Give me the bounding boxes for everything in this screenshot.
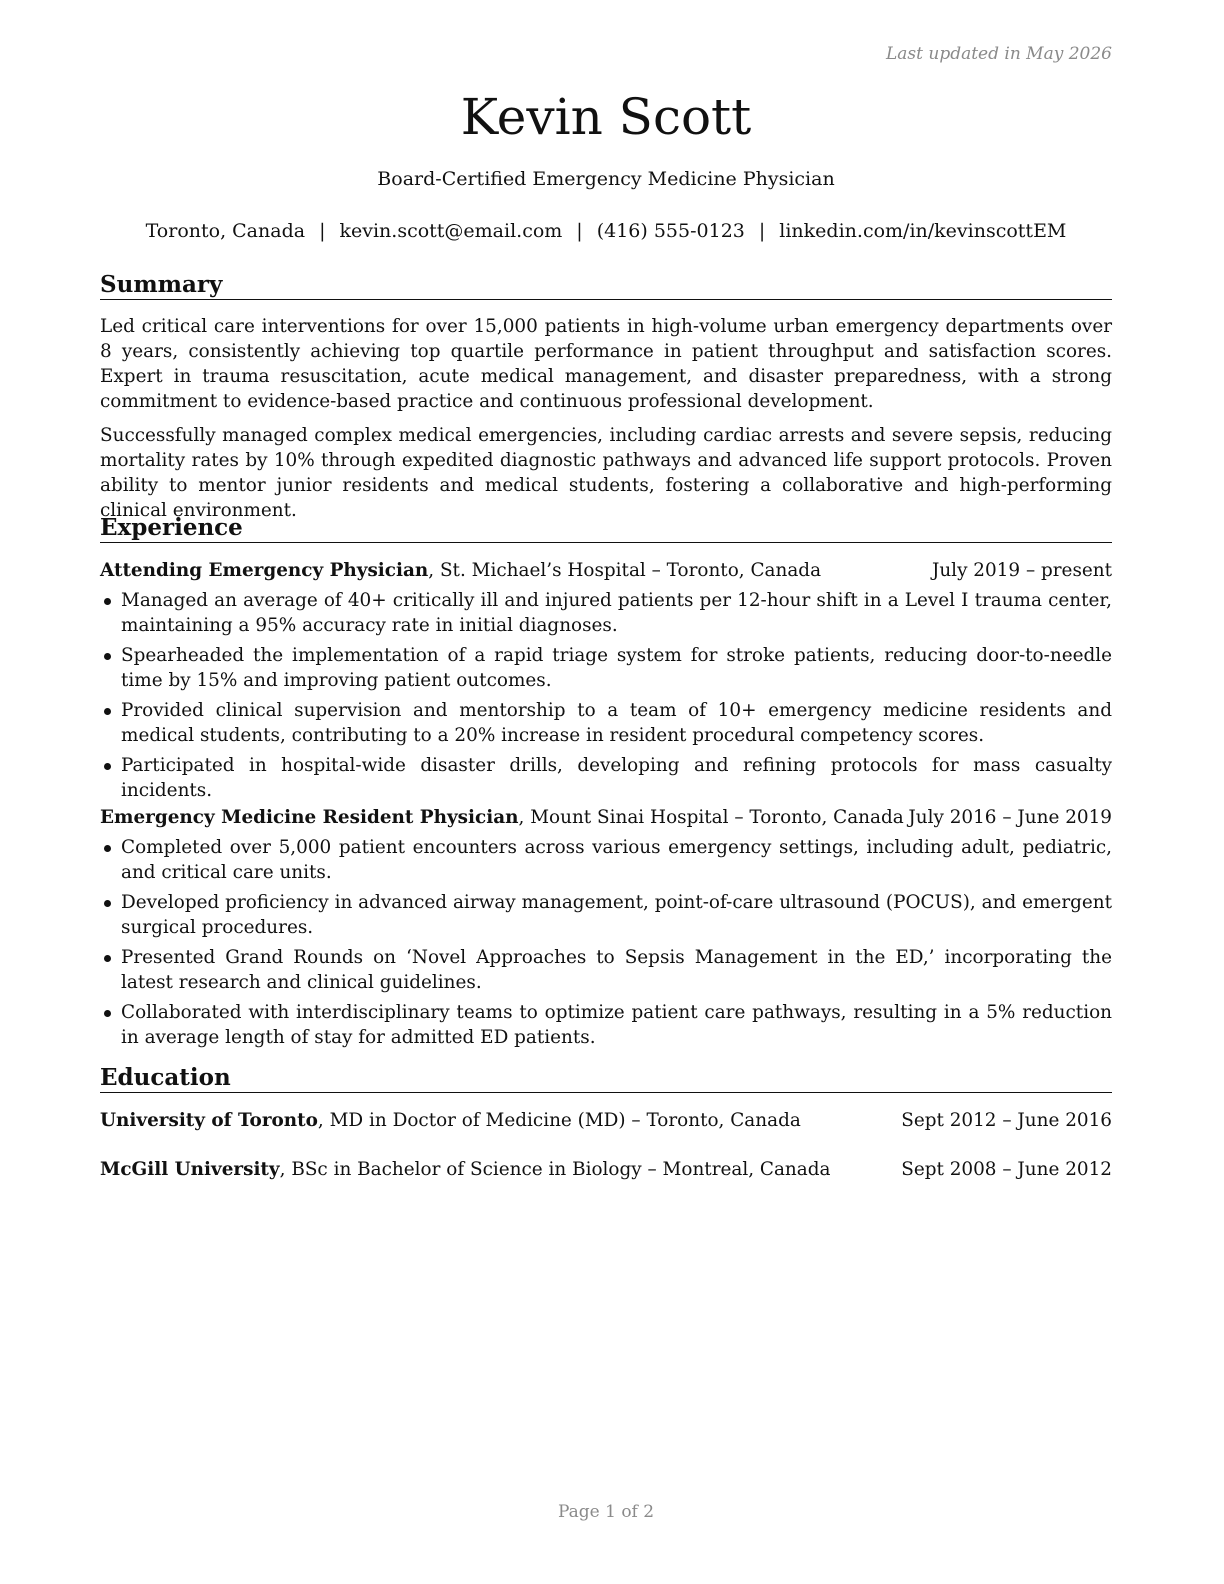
summary-heading: Summary	[100, 271, 1112, 300]
degree-detail: , MD in Doctor of Medicine (MD) – Toronto, Canada	[317, 1110, 801, 1131]
job-org: , Mount Sinai Hospital – Toronto, Canada	[518, 807, 904, 828]
job-bullet	[100, 753, 1112, 803]
bullet-text: Completed over 5,000 patient encounters across various emergency settings, including adult, pediatric, and critical care units.	[121, 837, 1112, 883]
bullet-text: Developed proficiency in advanced airway management, point-of-care ultrasound (POCUS), and emergent surgical procedures.	[121, 892, 1112, 938]
bullet-text: Collaborated with interdisciplinary teams to optimize patient care pathways, resulting in a 5% reduction in average length of stay for admitted ED patients.	[121, 1002, 1112, 1048]
job-dates: July 2019 – present	[931, 560, 1112, 581]
experience-heading: Experience	[100, 514, 1112, 543]
bullet-dot	[104, 900, 111, 907]
job-bullets	[100, 835, 1112, 1055]
bullet-text: Managed an average of 40+ critically ill and injured patients per 12-hour shift in a Level I trauma center, maintaining a 95% accuracy rate in initial diagnoses.	[121, 590, 1112, 636]
job-title: Attending Emergency Physician	[100, 560, 429, 581]
job-dates: July 2016 – June 2019	[908, 807, 1112, 828]
contact-location: Toronto, Canada	[145, 220, 306, 242]
summary-paragraph: Successfully managed complex medical emergencies, including cardiac arrests and severe sepsis, reducing mortality rates by 10% through expedited diagnostic pathways and advanced life support protocols. Proven ability to mentor junior residents and medical students, fostering a collaborative and high-performing clinical environment.	[100, 425, 1112, 521]
bullet-text: Presented Grand Rounds on ‘Novel Approaches to Sepsis Management in the ED,’ incorporating the latest research and clinical guidelines.	[121, 947, 1112, 993]
candidate-name: Kevin Scott	[460, 88, 752, 146]
job-org: , St. Michael’s Hospital – Toronto, Canada	[428, 560, 822, 581]
education-dates: Sept 2012 – June 2016	[901, 1110, 1112, 1131]
bullet-dot	[104, 763, 111, 770]
job-bullet	[100, 890, 1112, 940]
contact-separator: |	[576, 220, 583, 242]
last-updated-note: Last updated in May 2026	[885, 44, 1112, 64]
bullet-text: Provided clinical supervision and mentorship to a team of 10+ emergency medicine residents and medical students, contributing to a 20% increase in resident procedural competency scores.	[121, 700, 1112, 746]
school-name: McGill University	[100, 1159, 280, 1180]
job-bullet	[100, 945, 1112, 995]
contact-linkedin[interactable]: linkedin.com/in/kevinscottEM	[779, 220, 1067, 242]
bullet-dot	[104, 598, 111, 605]
candidate-headline: Board-Certified Emergency Medicine Physician	[377, 168, 835, 190]
bullet-dot	[104, 955, 111, 962]
education-entry	[100, 1157, 1112, 1182]
job-bullet	[100, 588, 1112, 638]
bullet-dot	[104, 1010, 111, 1017]
job-header	[100, 558, 1112, 583]
job-header	[100, 805, 1112, 830]
bullet-text: Participated in hospital-wide disaster drills, developing and refining protocols for mass casualty incidents.	[121, 755, 1112, 801]
bullet-dot	[104, 653, 111, 660]
job-bullet	[100, 835, 1112, 885]
bullet-dot	[104, 708, 111, 715]
job-title: Emergency Medicine Resident Physician	[100, 807, 519, 828]
resume-page	[100, 0, 1112, 1584]
contact-line	[100, 219, 1112, 243]
bullet-dot	[104, 845, 111, 852]
job-bullet	[100, 1000, 1112, 1050]
contact-email[interactable]: kevin.scott@email.com	[339, 220, 563, 242]
education-entry	[100, 1108, 1112, 1133]
education-dates: Sept 2008 – June 2012	[901, 1159, 1112, 1180]
contact-phone: (416) 555-0123	[596, 220, 745, 242]
degree-detail: , BSc in Bachelor of Science in Biology – Montreal, Canada	[279, 1159, 831, 1180]
job-bullet	[100, 698, 1112, 748]
contact-separator: |	[758, 220, 766, 242]
summary-paragraph: Led critical care interventions for over 15,000 patients in high-volume urban emergency departments over 8 years, consistently achieving top quartile performance in patient throughput and satisfaction scores. Expert in trauma resuscitation, acute medical management, and disaster preparedness, with a strong commitment to evidence-based practice and continuous professional development.	[100, 316, 1112, 412]
bullet-text: Spearheaded the implementation of a rapid triage system for stroke patients, reducing door-to-needle time by 15% and improving patient outcomes.	[121, 645, 1112, 691]
school-name: University of Toronto	[100, 1110, 318, 1131]
job-bullet	[100, 643, 1112, 693]
education-heading: Education	[100, 1064, 1112, 1093]
job-bullets	[100, 588, 1112, 808]
contact-separator: |	[319, 220, 326, 242]
page-number: Page 1 of 2	[557, 1502, 655, 1522]
